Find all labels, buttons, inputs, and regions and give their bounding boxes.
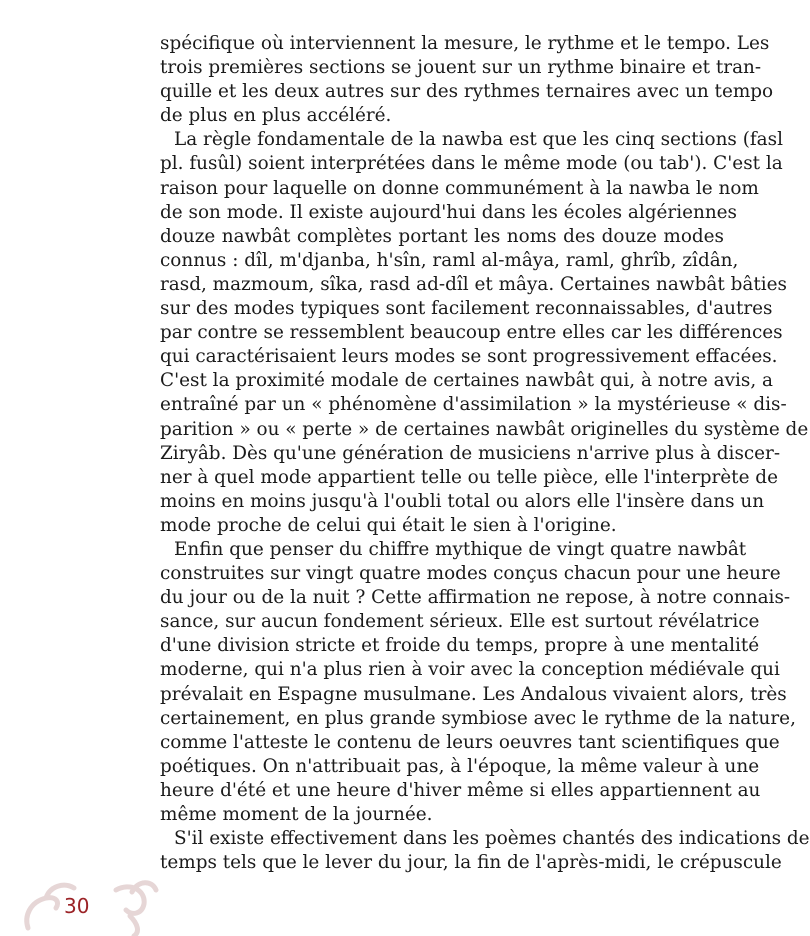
page-number: 30 [64,894,90,918]
text-line: Enfin que penser du chiffre mythique de vingt quatre nawbât [174,538,747,560]
text-line: connus : dîl, m'djanba, h'sîn, raml al-mâya, raml, ghrîb, zîdân, [160,249,739,271]
text-line: de son mode. Il existe aujourd'hui dans les écoles algériennes [160,201,737,223]
text-line: sur des modes typiques sont facilement reconnaissables, d'autres [160,298,773,320]
text-line: trois premières sections se jouent sur un rythme binaire et tran- [160,57,762,79]
text-line: pl. fusûl) soient interprétées dans le même mode (ou tab'). C'est la [160,153,783,175]
body-text [160,32,810,875]
text-line: heure d'été et une heure d'hiver même si elles appartiennent au [160,779,761,801]
text-line: comme l'atteste le contenu de leurs oeuvres tant scientifiques que [160,731,780,753]
text-line: rasd, mazmoum, sîka, rasd ad-dîl et mâya. Certaines nawbât bâties [160,273,787,295]
text-line: prévalait en Espagne musulmane. Les Andalous vivaient alors, très [160,683,787,705]
text-line: même moment de la journée. [160,804,433,825]
text-line: S'il existe effectivement dans les poèmes chantés des indications de [174,828,810,850]
text-line: douze nawbât complètes portant les noms des douze modes [160,225,724,247]
decorative-ornament-icon [20,872,160,936]
text-line: ner à quel mode appartient telle ou telle pièce, elle l'interprète de [160,466,778,488]
text-line: construites sur vingt quatre modes conçus chacun pour une heure [160,563,781,585]
text-line: poétiques. On n'attribuait pas, à l'époque, la même valeur à une [160,755,760,777]
text-line: moderne, qui n'a plus rien à voir avec la conception médiévale qui [160,659,780,681]
text-line: par contre se ressemblent beaucoup entre elles car les différences [160,322,783,344]
text-line: spécifique où interviennent la mesure, le rythme et le tempo. Les [160,33,770,54]
text-line: entraîné par un « phénomène d'assimilation » la mystérieuse « dis- [160,394,787,416]
text-line: quille et les deux autres sur des rythmes ternaires avec un tempo [160,81,774,103]
text-line: sance, sur aucun fondement sérieux. Elle est surtout révélatrice [160,611,760,633]
text-line: Ziryâb. Dès qu'une génération de musiciens n'arrive plus à discer- [160,442,781,464]
text-line: La règle fondamentale de la nawba est que les cinq sections (fasl [174,129,783,151]
text-line: mode proche de celui qui était le sien à l'origine. [160,514,617,536]
text-line: certainement, en plus grande symbiose avec le rythme de la nature, [160,707,796,729]
text-line: du jour ou de la nuit ? Cette affirmation ne repose, à notre connais- [160,587,791,609]
text-line: temps tels que le lever du jour, la fin de l'après-midi, le crépuscule [160,852,782,874]
text-line: de plus en plus accéléré. [160,105,392,127]
text-line: moins en moins jusqu'à l'oubli total ou alors elle l'insère dans un [160,490,765,512]
text-line: parition » ou « perte » de certaines nawbât originelles du système de [160,418,809,440]
text-line: raison pour laquelle on donne communément à la nawba le nom [160,177,759,199]
text-line: d'une division stricte et froide du temps, propre à une mentalité [160,635,760,657]
text-line: qui caractérisaient leurs modes se sont progressivement effacées. [160,346,778,368]
text-line: C'est la proximité modale de certaines nawbât qui, à notre avis, a [160,370,773,392]
